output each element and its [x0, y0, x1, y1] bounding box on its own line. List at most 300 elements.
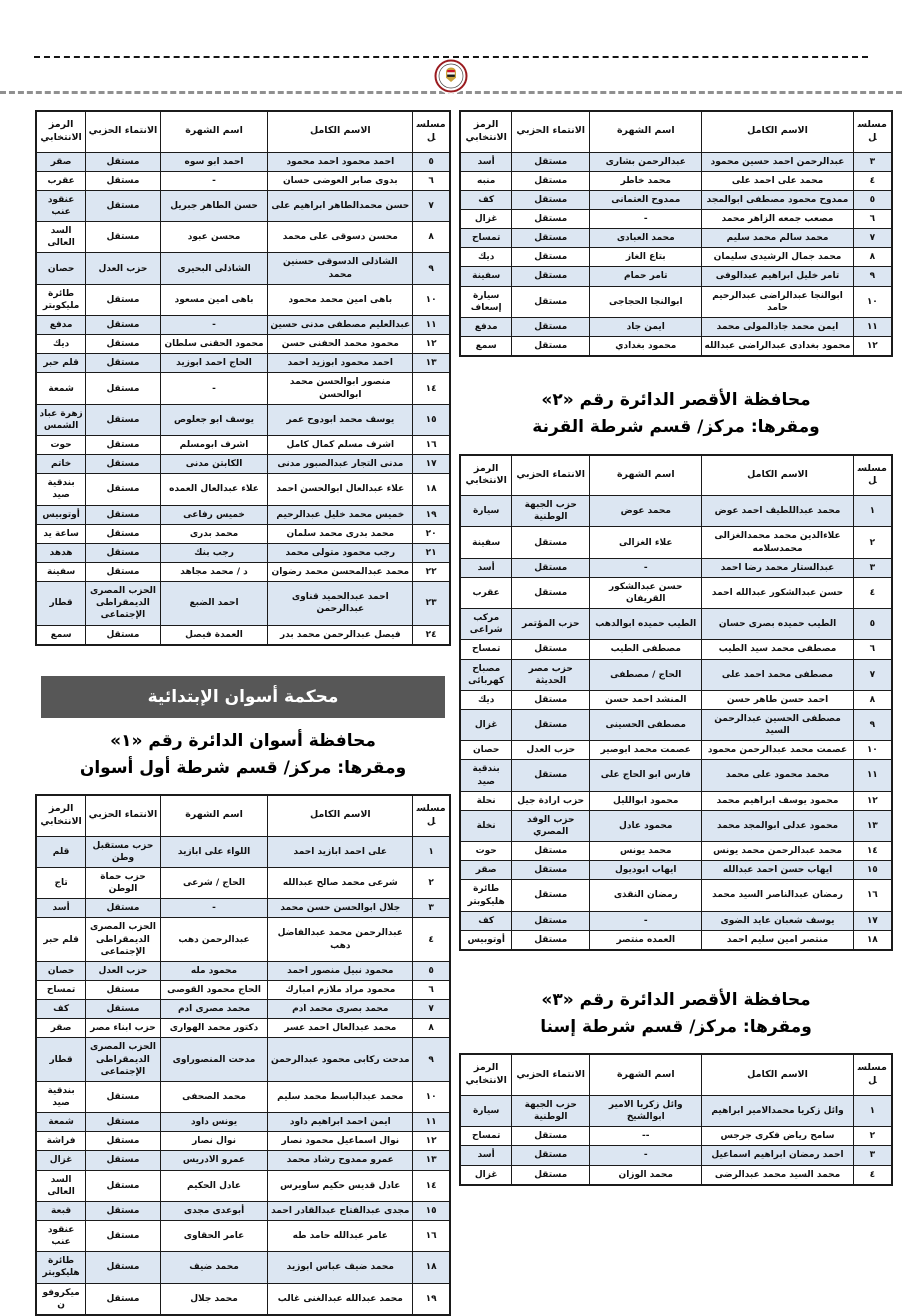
table-cell: محمد جلال — [160, 1283, 268, 1315]
table-cell: ١٩ — [413, 505, 450, 524]
candidate-row — [460, 741, 892, 760]
table-cell: ١٣ — [413, 1151, 450, 1170]
table-cell: حزب العدل — [86, 961, 161, 980]
table-cell: ١٠ — [853, 741, 892, 760]
table-cell: حزب حماة الوطن — [86, 867, 161, 898]
table-cell: - — [590, 210, 702, 229]
table-cell: تمساح — [460, 1127, 512, 1146]
table-cell: ٢٣ — [413, 582, 450, 625]
table-cell: مستقل — [86, 563, 161, 582]
district-title-line1: محافظة أسوان الدائرة رقم «١» — [110, 730, 376, 751]
candidate-row — [36, 171, 450, 190]
district-title-line1: محافظة الأقصر الدائرة رقم «٢» — [541, 390, 811, 411]
table-cell: مستقل — [512, 190, 590, 209]
candidate-row — [460, 791, 892, 810]
table-cell: بدوى صابر العوضى حسان — [268, 171, 413, 190]
table-cell: د / محمد مجاهد — [160, 563, 268, 582]
table-cell: عصمت محمد ابوصير — [590, 741, 702, 760]
table-cell: ٢١ — [413, 543, 450, 562]
table-cell: اشرف ابومسلم — [160, 436, 268, 455]
table-cell: محمود الحقنى سلطان — [160, 335, 268, 354]
table-cell: مستقل — [86, 455, 161, 474]
table-cell: محمد جمال الرشيدى سليمان — [702, 248, 853, 267]
candidate-row — [36, 867, 450, 898]
candidate-row — [36, 284, 450, 315]
table-cell: ١٢ — [853, 791, 892, 810]
candidate-row — [36, 335, 450, 354]
table-cell: ديك — [36, 335, 86, 354]
table-cell: ١٥ — [413, 404, 450, 435]
table-cell: حسن الطاهر جبريل — [160, 190, 268, 221]
table-cell: عنقود عنب — [36, 190, 86, 221]
candidate-row — [460, 527, 892, 558]
table-cell: ٢٤ — [413, 625, 450, 645]
table-cell: مدنى التجار عبدالصبور مدنى — [268, 455, 413, 474]
table-cell: عبدالستار محمد رضا احمد — [702, 558, 853, 577]
table-cell: محمد عبدالعال احمد عسر — [268, 1019, 413, 1038]
candidate-row — [460, 609, 892, 640]
table-cell: محمد عبدالباسط محمد سليم — [268, 1081, 413, 1112]
table-cell: ٨ — [413, 1019, 450, 1038]
table-cell: ٥ — [413, 961, 450, 980]
column-header: الاسم الكامل — [702, 1054, 853, 1095]
table-cell: ٥ — [853, 609, 892, 640]
candidate-row — [36, 404, 450, 435]
candidate-row — [36, 474, 450, 505]
table-cell: حزب ابناء مصر — [86, 1019, 161, 1038]
right-column — [459, 110, 893, 1186]
aswan-district-1-title — [39, 728, 447, 782]
candidate-row — [36, 1151, 450, 1170]
table-cell: ١٨ — [413, 1252, 450, 1283]
table-cell: ابوالنجا الحجاجى — [590, 286, 702, 317]
table-cell: ابوالنجا عبدالراضى عبدالرحيم حامد — [702, 286, 853, 317]
table-cell: مصطفى الحسين عبدالرحمن السيد — [702, 710, 853, 741]
table-cell: ١٧ — [853, 911, 892, 930]
table-cell: الطيب حميده بصرى حسان — [702, 609, 853, 640]
candidate-row — [460, 496, 892, 527]
column-header: الرمز الانتخابي — [460, 111, 512, 152]
table-cell: طائرة هليكوبتر — [36, 1252, 86, 1283]
candidate-row — [460, 861, 892, 880]
table-cell: عقرب — [36, 171, 86, 190]
table-cell: ١٩ — [413, 1283, 450, 1315]
table-cell: قلم — [36, 836, 86, 867]
table-cell: السد العالى — [36, 222, 86, 253]
table-cell: ٦ — [413, 171, 450, 190]
table-cell: ١١ — [413, 316, 450, 335]
table-header-row — [36, 111, 450, 152]
candidate-row — [460, 690, 892, 709]
table-cell: طائرة مليكوبتر — [36, 284, 86, 315]
table-cell: محمد محمود على محمد — [702, 760, 853, 791]
candidate-row — [460, 267, 892, 286]
table-cell: -- — [590, 1127, 702, 1146]
table-cell: محمد الصحفى — [160, 1081, 268, 1112]
candidate-row — [36, 543, 450, 562]
candidate-row — [36, 836, 450, 867]
candidate-row — [460, 171, 892, 190]
table-cell: ديك — [460, 690, 512, 709]
district-title-line2: ومقرها: مركز/ قسم شرطة إسنا — [540, 1017, 812, 1038]
table-cell: ٢ — [853, 527, 892, 558]
table-cell: حسن عبدالشكور القريفان — [590, 577, 702, 608]
table-cell: حوت — [460, 842, 512, 861]
table-cell: ١٥ — [413, 1201, 450, 1220]
table-cell: مستقل — [86, 543, 161, 562]
table-cell: ١١ — [853, 317, 892, 336]
candidate-row — [36, 582, 450, 625]
candidate-row — [36, 918, 450, 961]
district-title-line2: ومقرها: مركز/ قسم شرطة القرنة — [532, 417, 820, 438]
table-cell: عادل قديس حكيم ساويرس — [268, 1170, 413, 1201]
table-cell: مستقل — [86, 436, 161, 455]
candidate-row — [36, 354, 450, 373]
table-cell: حسن عبدالشكور عبدالله احمد — [702, 577, 853, 608]
left-column — [35, 110, 451, 1316]
candidate-row — [36, 222, 450, 253]
table-cell: ٣ — [853, 152, 892, 171]
table-cell: محسن دسوقى على محمد — [268, 222, 413, 253]
column-header: مسلسل — [413, 111, 450, 152]
table-cell: نحلة — [460, 791, 512, 810]
table-cell: محمد سالم محمد سليم — [702, 229, 853, 248]
candidate-row — [460, 152, 892, 171]
table-cell: بتاع الغاز — [590, 248, 702, 267]
candidate-row — [36, 563, 450, 582]
table-cell: ١ — [853, 496, 892, 527]
table-cell: رجب بنك — [160, 543, 268, 562]
candidate-row — [36, 1019, 450, 1038]
table-cell: مستقل — [86, 316, 161, 335]
table-cell: مستقل — [86, 1220, 161, 1251]
table-cell: فارس ابو الحاج على — [590, 760, 702, 791]
table-cell: مستقل — [86, 524, 161, 543]
table-cell: تاج — [36, 867, 86, 898]
table-cell: مستقل — [512, 171, 590, 190]
table-cell: مستقل — [86, 1170, 161, 1201]
table-cell: تامر حمام — [590, 267, 702, 286]
table-header-row — [460, 1054, 892, 1095]
table-cell: محسن عبود — [160, 222, 268, 253]
table-cell: ١٤ — [413, 373, 450, 404]
candidate-row — [460, 659, 892, 690]
table-cell: عبدالرحمن محمد عبدالفاضل دهب — [268, 918, 413, 961]
table-cell: حزب مستقبل وطن — [86, 836, 161, 867]
column-header: مسلسل — [853, 1054, 892, 1095]
table-cell: احمد حسن طاهر حسن — [702, 690, 853, 709]
table-cell: سامح رياض فكرى جرجس — [702, 1127, 853, 1146]
table-cell: مستقل — [86, 404, 161, 435]
table-cell: علاء عبدالعال العمده — [160, 474, 268, 505]
egypt-eagle-emblem-icon — [434, 59, 468, 93]
table-cell: يونس داود — [160, 1113, 268, 1132]
candidate-row — [36, 625, 450, 645]
table-cell: محمد بدرى — [160, 524, 268, 543]
table-cell: خاتم — [36, 455, 86, 474]
table-cell: يوسف ابو جعلوص — [160, 404, 268, 435]
candidate-row — [36, 505, 450, 524]
table-cell: مستقل — [512, 710, 590, 741]
table-cell: الحاج / شرعى — [160, 867, 268, 898]
candidate-row — [460, 842, 892, 861]
table-cell: حزب ارادة جيل — [512, 791, 590, 810]
table-cell: مستقل — [512, 527, 590, 558]
table-cell: ١٢ — [413, 335, 450, 354]
table-cell: مستقل — [86, 222, 161, 253]
table-cell: ٤ — [853, 171, 892, 190]
table-cell: ممدوح محمود مصطفى ابوالمجد — [702, 190, 853, 209]
table-cell: ١٨ — [413, 474, 450, 505]
table-cell: قطار — [36, 582, 86, 625]
table-cell: مستقل — [86, 335, 161, 354]
table-cell: سيارة — [460, 1095, 512, 1126]
column-header: الاسم الكامل — [702, 111, 853, 152]
candidate-row — [460, 1146, 892, 1165]
table-cell: تمساح — [36, 980, 86, 999]
table-cell: محمد الوزان — [590, 1165, 702, 1185]
table-cell: ١٤ — [413, 1170, 450, 1201]
table-cell: الشاذلى الدسوقى حسنين محمد — [268, 253, 413, 284]
candidate-row — [460, 286, 892, 317]
table-cell: مصطفى محمد سيد الطيب — [702, 640, 853, 659]
table-cell: سمع — [460, 337, 512, 357]
table-cell: مصطفى الطيب — [590, 640, 702, 659]
table-cell: عقرب — [460, 577, 512, 608]
table-cell: مستقل — [512, 152, 590, 171]
table-cell: - — [590, 1146, 702, 1165]
table-cell: مستقل — [86, 1081, 161, 1112]
table-cell: اللواء على ابازيد — [160, 836, 268, 867]
table-cell: حسن محمدالطاهر ابراهيم على — [268, 190, 413, 221]
table-cell: قلم حبر — [36, 354, 86, 373]
table-cell: محمد السيد محمد عبدالرضى — [702, 1165, 853, 1185]
candidate-row — [36, 373, 450, 404]
table-cell: خميس محمد خليل عبدالرحيم — [268, 505, 413, 524]
table-cell: مستقل — [512, 577, 590, 608]
table-cell: مستقل — [86, 284, 161, 315]
table-cell: دكتور محمد الهوارى — [160, 1019, 268, 1038]
table-cell: سمع — [36, 625, 86, 645]
table-cell: مستقل — [512, 210, 590, 229]
table-cell: محمد العبادى — [590, 229, 702, 248]
table-cell: مستقل — [512, 1146, 590, 1165]
table-cell: سيارة — [460, 496, 512, 527]
table-cell: مستقل — [512, 558, 590, 577]
table-cell: ٧ — [853, 659, 892, 690]
table-cell: مصعب جمعه الزاهر محمد — [702, 210, 853, 229]
candidate-row — [460, 1127, 892, 1146]
table-cell: احمد محمود ابوزيد احمد — [268, 354, 413, 373]
table-cell: حزب الجبهة الوطنية — [512, 1095, 590, 1126]
table-cell: ١٧ — [413, 455, 450, 474]
candidate-row — [36, 1113, 450, 1132]
table-cell: ١٣ — [853, 810, 892, 841]
table-cell: ١١ — [853, 760, 892, 791]
table-cell: سيارة إسعاف — [460, 286, 512, 317]
table-cell: احمد عبدالحميد قناوى عبدالرحمن — [268, 582, 413, 625]
table-cell: مستقل — [86, 505, 161, 524]
table-cell: ٨ — [853, 248, 892, 267]
table-cell: ٣ — [413, 899, 450, 918]
table-cell: مستقل — [512, 248, 590, 267]
candidate-row — [36, 190, 450, 221]
table-cell: ١٠ — [413, 1081, 450, 1112]
candidate-row — [36, 980, 450, 999]
table-cell: مستقل — [512, 317, 590, 336]
table-cell: العمده منتصر — [590, 930, 702, 950]
candidate-row — [36, 316, 450, 335]
table-cell: بندقية صيد — [460, 760, 512, 791]
table-cell: حصان — [36, 961, 86, 980]
table-cell: ٩ — [413, 253, 450, 284]
candidate-row — [460, 880, 892, 911]
candidate-row — [460, 760, 892, 791]
table-cell: محمد عوض — [590, 496, 702, 527]
table-cell: مستقل — [512, 880, 590, 911]
table-cell: سفينة — [460, 267, 512, 286]
table-cell: غزال — [36, 1151, 86, 1170]
table-cell: تمساح — [460, 640, 512, 659]
table-cell: ٢٠ — [413, 524, 450, 543]
table-cell: محمد عبدالله عبدالغنى غالب — [268, 1283, 413, 1315]
column-header: الانتماء الحزبي — [512, 455, 590, 496]
table-cell: رمضان النقذى — [590, 880, 702, 911]
table-cell: ٧ — [413, 1000, 450, 1019]
column-header: الانتماء الحزبي — [86, 111, 161, 152]
table-cell: المنشد احمد حسن — [590, 690, 702, 709]
table-cell: حصان — [460, 741, 512, 760]
table-cell: نخلة — [460, 810, 512, 841]
table-cell: نوال نصار — [160, 1132, 268, 1151]
table-cell: ١٠ — [413, 284, 450, 315]
column-header: اسم الشهرة — [160, 111, 268, 152]
table-cell: شمعة — [36, 373, 86, 404]
candidate-row — [36, 1201, 450, 1220]
table-cell: ١٣ — [413, 354, 450, 373]
table-cell: محمد على احمد على — [702, 171, 853, 190]
table-cell: احمد الضبع — [160, 582, 268, 625]
table-cell: سفينة — [460, 527, 512, 558]
table-cell: مستقل — [86, 152, 161, 171]
table-cell: صقر — [460, 861, 512, 880]
table-cell: ٣ — [853, 1146, 892, 1165]
table-cell: شمعة — [36, 1113, 86, 1132]
election-authority-emblem — [433, 58, 469, 94]
table-cell: ٥ — [853, 190, 892, 209]
table-cell: - — [160, 316, 268, 335]
table-cell: عصمت محمد عبدالرحمن محمود — [702, 741, 853, 760]
table-cell: رمضان عبدالناصر السيد محمد — [702, 880, 853, 911]
table-cell: ساعة يد — [36, 524, 86, 543]
column-header: مسلسل — [853, 455, 892, 496]
candidate-row — [36, 899, 450, 918]
column-header: اسم الشهرة — [590, 1054, 702, 1095]
candidate-row — [36, 524, 450, 543]
table-cell: وائل زكريا محمدالامير ابراهيم — [702, 1095, 853, 1126]
candidate-row — [36, 1081, 450, 1112]
candidate-row — [460, 558, 892, 577]
table-cell: ١٢ — [413, 1132, 450, 1151]
table-cell: مستقل — [512, 286, 590, 317]
table-header-row — [36, 795, 450, 836]
column-header: الانتماء الحزبي — [512, 111, 590, 152]
table-cell: ايهاب ابوديول — [590, 861, 702, 880]
candidate-row — [460, 577, 892, 608]
table-cell: أسد — [460, 1146, 512, 1165]
table-cell: حزب العدل — [86, 253, 161, 284]
table-cell: الحزب المصرى الديمقراطى الإجتماعى — [86, 582, 161, 625]
column-header: اسم الشهرة — [590, 111, 702, 152]
candidate-row — [36, 1170, 450, 1201]
table-cell: ايهاب حسن احمد عبدالله — [702, 861, 853, 880]
aswan-roster-table-continuation — [35, 110, 451, 646]
column-header: الاسم الكامل — [268, 795, 413, 836]
table-cell: مستقل — [512, 337, 590, 357]
table-cell: بندقية صيد — [36, 474, 86, 505]
table-cell: ٤ — [853, 1165, 892, 1185]
table-cell: ٢٢ — [413, 563, 450, 582]
table-cell: الطيب حميده ابوالدهب — [590, 609, 702, 640]
table-cell: محمود بغدادى عبدالراضى عبدالله — [702, 337, 853, 357]
table-cell: عادل الحكيم — [160, 1170, 268, 1201]
table-cell: مستقل — [512, 1165, 590, 1185]
candidate-row — [460, 337, 892, 357]
luxor-district-2-title — [463, 387, 889, 441]
table-cell: - — [590, 911, 702, 930]
candidate-row — [460, 317, 892, 336]
table-cell: مستقل — [512, 229, 590, 248]
table-cell: مركب شراعى — [460, 609, 512, 640]
table-cell: ١٠ — [853, 286, 892, 317]
table-cell: مدفع — [36, 316, 86, 335]
column-header: الاسم الكامل — [268, 111, 413, 152]
table-cell: مستقل — [86, 1113, 161, 1132]
table-cell: سفينة — [36, 563, 86, 582]
table-cell: عمرو الادريس — [160, 1151, 268, 1170]
candidate-row — [460, 210, 892, 229]
table-cell: عبدالعليم مصطفى مدنى حسين — [268, 316, 413, 335]
table-cell: ٤ — [413, 918, 450, 961]
column-header: اسم الشهرة — [160, 795, 268, 836]
candidate-row — [460, 248, 892, 267]
table-cell: مستقل — [86, 171, 161, 190]
candidate-row — [460, 229, 892, 248]
candidate-row — [460, 930, 892, 950]
table-cell: مستقل — [86, 1132, 161, 1151]
table-cell: مدحت المنصوراوى — [160, 1038, 268, 1081]
district-title-line2: ومقرها: مركز/ قسم شرطة أول أسوان — [79, 757, 407, 778]
table-cell: ٦ — [413, 980, 450, 999]
table-cell: احمد رمضان ابراهيم اسماعيل — [702, 1146, 853, 1165]
table-cell: هدهد — [36, 543, 86, 562]
table-cell: محمد عبدالمحسن محمد رضوان — [268, 563, 413, 582]
column-header: الرمز الانتخابي — [36, 795, 86, 836]
table-cell: باهى امين محمد محمود — [268, 284, 413, 315]
table-cell: ميكروفون — [36, 1283, 86, 1315]
table-cell: فيصل عبدالرحمن محمد بدر — [268, 625, 413, 645]
table-cell: ٧ — [853, 229, 892, 248]
table-cell: حصان — [36, 253, 86, 284]
table-cell: عمرو ممدوح رشاد محمد — [268, 1151, 413, 1170]
table-cell: ١٨ — [853, 930, 892, 950]
column-header: اسم الشهرة — [590, 455, 702, 496]
table-cell: أوتوبيس — [36, 505, 86, 524]
table-cell: احمد محمود احمد محمود — [268, 152, 413, 171]
table-cell: محمد بصرى محمد ادم — [268, 1000, 413, 1019]
table-cell: تمساح — [460, 229, 512, 248]
table-cell: ١٢ — [853, 337, 892, 357]
